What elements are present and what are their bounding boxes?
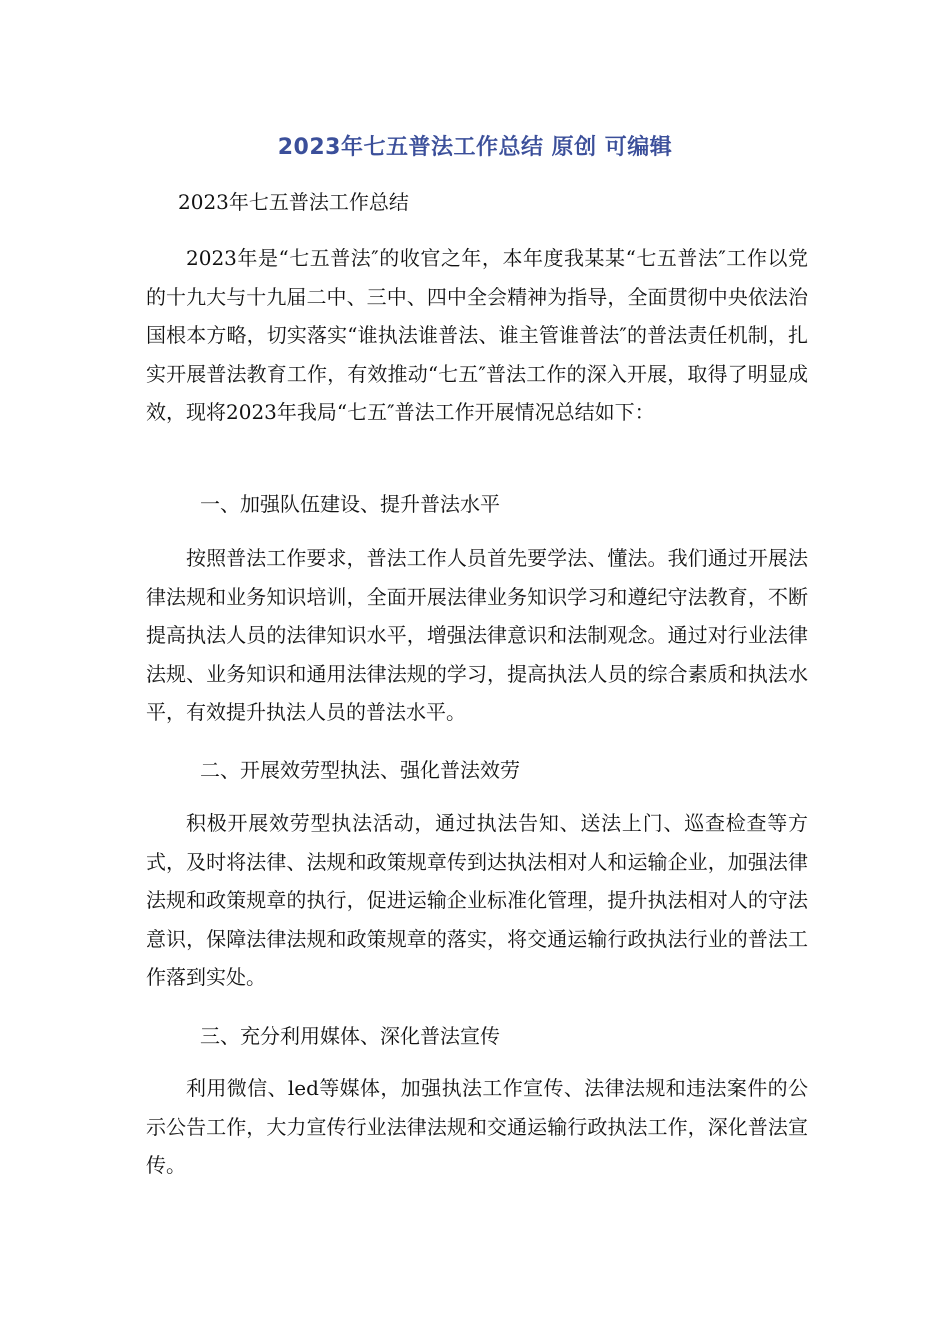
section-heading-2: 二、开展效劳型执法、强化普法效劳: [200, 758, 520, 782]
section-paragraph-2: 积极开展效劳型执法活动，通过执法告知、送法上门、巡查检查等方式，及时将法律、法规和政策规章传到达执法相对人和运输企业，加强法律法规和政策规章的执行，促进运输企业标准化管理，提升执法相对人的守法意识，保障法律法规和政策规章的落实，将交通运输行政执法行业的普法工作落到实处。: [146, 811, 808, 989]
intro-paragraph: 2023年是“七五普法″的收官之年，本年度我某某“七五普法″工作以党的十九大与十九届二中、三中、四中全会精神为指导，全面贯彻中央依法治国根本方略，切实落实“谁执法谁普法、谁主管谁普法″的普法责任机制，扎实开展普法教育工作，有效推动“七五″普法工作的深入开展，取得了明显成效，现将2023年我局“七五″普法工作开展情况总结如下：: [146, 246, 808, 424]
document-subtitle: 2023年七五普法工作总结: [178, 190, 409, 214]
section-paragraph-1: 按照普法工作要求，普法工作人员首先要学法、懂法。我们通过开展法律法规和业务知识培训，全面开展法律业务知识学习和遵纪守法教育，不断提高执法人员的法律知识水平，增强法律意识和法制观念。通过对行业法律法规、业务知识和通用法律法规的学习，提高执法人员的综合素质和执法水平，有效提升执法人员的普法水平。: [146, 546, 808, 724]
section-paragraph-3: 利用微信、led等媒体，加强执法工作宣传、法律法规和违法案件的公示公告工作，大力宣传行业法律法规和交通运输行政执法工作，深化普法宣传。: [146, 1076, 808, 1177]
document-title: 2023年七五普法工作总结 原创 可编辑: [277, 135, 673, 160]
section-heading-3: 三、充分利用媒体、深化普法宣传: [200, 1024, 500, 1048]
section-heading-1: 一、加强队伍建设、提升普法水平: [200, 492, 500, 516]
